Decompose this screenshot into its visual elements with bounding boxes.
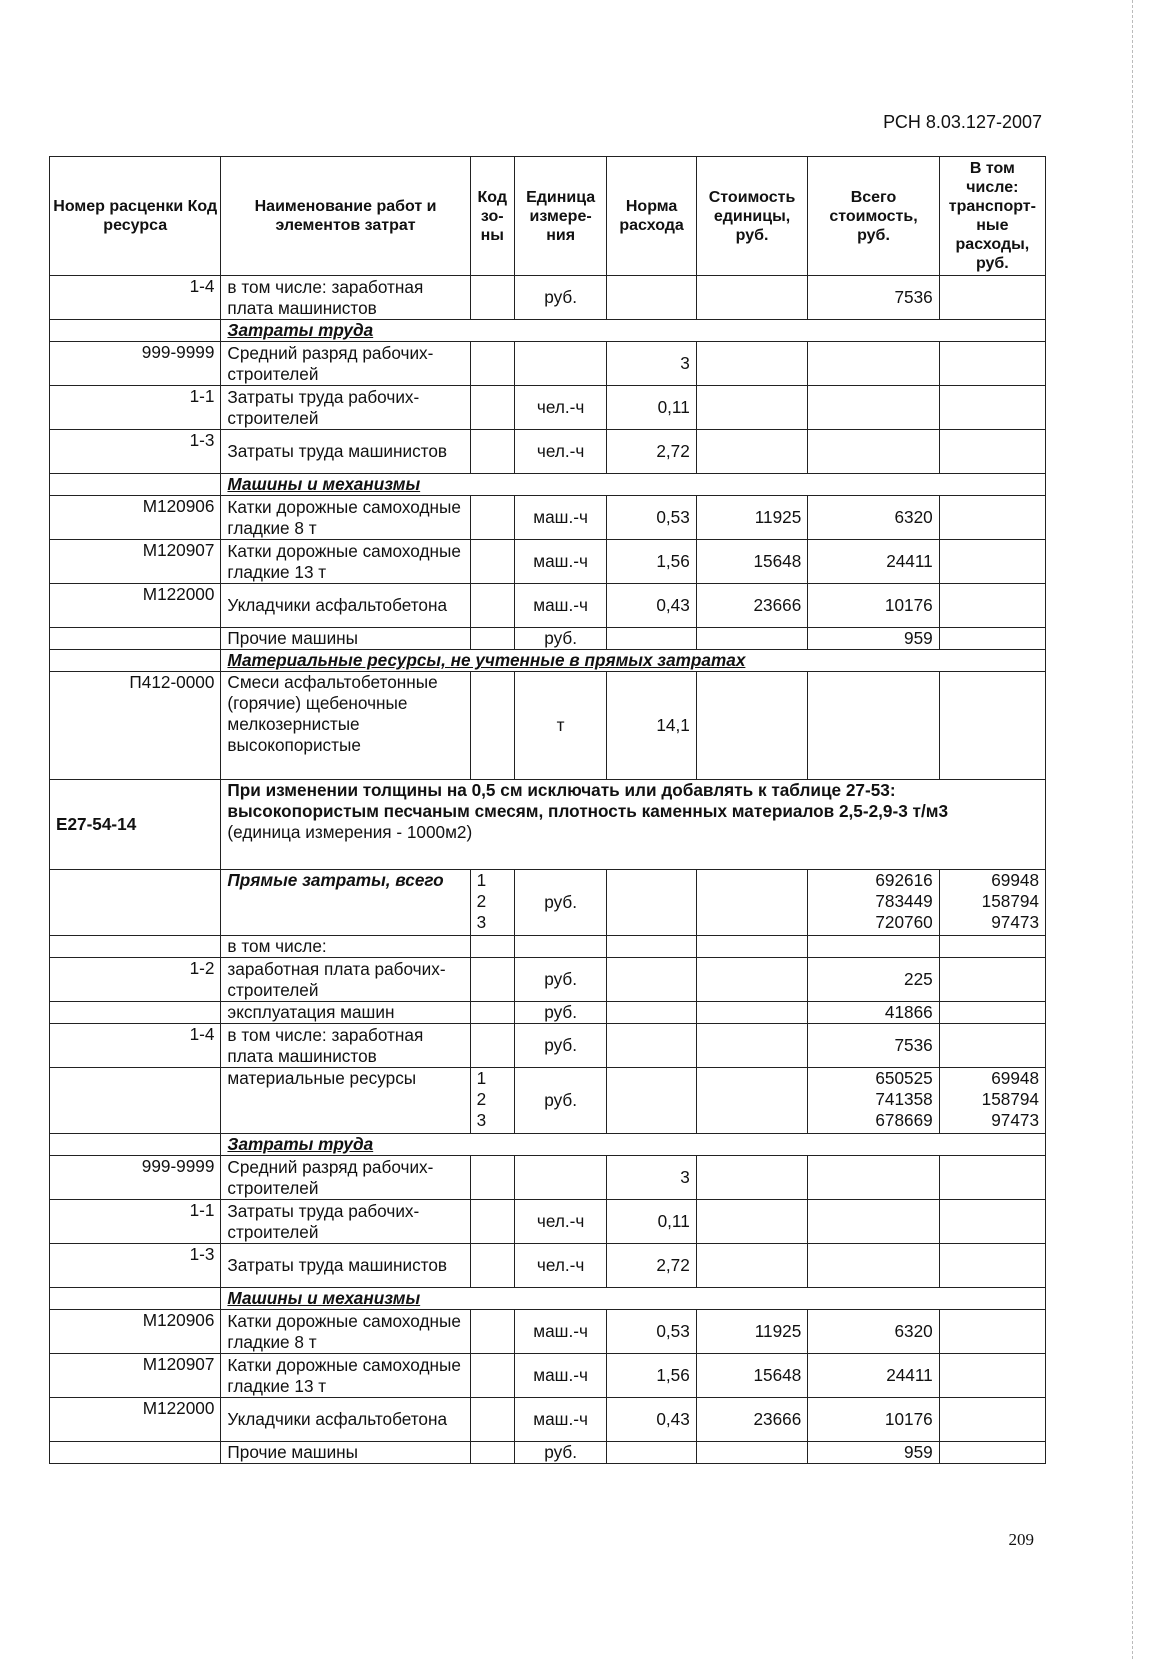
total-costs — [808, 870, 939, 936]
table-row — [50, 1068, 1046, 1134]
total-cost: 6320 — [808, 1310, 939, 1354]
unit: руб. — [514, 1442, 607, 1464]
norm: 1,56 — [607, 540, 696, 584]
total-costs — [808, 1068, 939, 1134]
page-number: 209 — [1008, 1530, 1034, 1549]
unit: маш.-ч — [514, 584, 607, 628]
table-row — [50, 1442, 1046, 1464]
resource-code: М122000 — [50, 1398, 221, 1442]
transport-cost: 97473 — [991, 1110, 1039, 1130]
norm: 2,72 — [607, 1244, 696, 1288]
item-name: Прочие машины — [221, 628, 470, 650]
margin-line — [1132, 0, 1134, 1659]
rate-title: При изменении толщины на 0,5 см исключать или добавлять к таблице 27-53: высокопористым песчаным смесям, плотность каменных материалов 2,5-2,9-3 т/м3 — [227, 780, 949, 821]
table-row — [50, 1156, 1046, 1200]
norm: 0,43 — [607, 1398, 696, 1442]
resource-code: 1-3 — [50, 1244, 221, 1288]
norm: 0,53 — [607, 1310, 696, 1354]
section-row — [50, 1134, 1046, 1156]
unit: руб. — [514, 870, 607, 936]
rate-title-row — [50, 780, 1046, 870]
zone-number: 2 — [476, 1089, 487, 1109]
unit: руб. — [514, 628, 607, 650]
section-row — [50, 650, 1046, 672]
item-name: Затраты труда машинистов — [221, 1244, 470, 1288]
unit: руб. — [514, 1068, 607, 1134]
transport-cost: 69948 — [991, 1068, 1039, 1088]
section-title: Затраты труда — [221, 320, 1046, 342]
item-name: Смеси асфальтобетонные (горячие) щебеночные мелкозернистые высокопористые — [221, 672, 470, 780]
unit: т — [514, 672, 607, 780]
unit: маш.-ч — [514, 496, 607, 540]
section-title: Машины и механизмы — [221, 1288, 1046, 1310]
table-row — [50, 386, 1046, 430]
rates-table — [49, 156, 1046, 1464]
unit: маш.-ч — [514, 540, 607, 584]
document-code: РСН 8.03.127-2007 — [883, 112, 1042, 132]
table-row — [50, 958, 1046, 1002]
table-row — [50, 1024, 1046, 1068]
item-name: в том числе: заработная плата машинистов — [221, 1024, 470, 1068]
resource-code: М120907 — [50, 1354, 221, 1398]
table-row — [50, 672, 1046, 780]
zone-number: 1 — [476, 870, 487, 890]
transport-costs — [939, 1068, 1045, 1134]
table-row — [50, 1354, 1046, 1398]
item-name: эксплуатация машин — [221, 1002, 470, 1024]
table-row — [50, 496, 1046, 540]
transport-cost: 158794 — [981, 1089, 1039, 1109]
header-unit-cost: Стоимость единицы, руб. — [696, 157, 807, 276]
table-row — [50, 1244, 1046, 1288]
table-row — [50, 584, 1046, 628]
zones — [470, 1068, 514, 1134]
item-name: Прочие машины — [221, 1442, 470, 1464]
unit-cost: 11925 — [696, 1310, 807, 1354]
item-name: материальные ресурсы — [221, 1068, 470, 1134]
rate-unit-note: (единица измерения - 1000м2) — [227, 822, 473, 842]
unit-cost: 23666 — [696, 1398, 807, 1442]
item-name: в том числе: заработная плата машинистов — [221, 276, 470, 320]
total-cost: 7536 — [808, 1024, 939, 1068]
unit-cost: 15648 — [696, 540, 807, 584]
table-row — [50, 870, 1046, 936]
header-zone: Код зо- ны — [470, 157, 514, 276]
resource-code: П412-0000 — [50, 672, 221, 780]
header-transport: В том числе: транспорт- ные расходы, руб. — [939, 157, 1045, 276]
item-name: Средний разряд рабочих-строителей — [221, 1156, 470, 1200]
total-cost: 959 — [808, 1442, 939, 1464]
section-row — [50, 1288, 1046, 1310]
table-row — [50, 1002, 1046, 1024]
item-name: Затраты труда машинистов — [221, 430, 470, 474]
unit: руб. — [514, 958, 607, 1002]
zone-number: 3 — [476, 912, 487, 932]
item-name: Катки дорожные самоходные гладкие 8 т — [221, 496, 470, 540]
unit-cost: 15648 — [696, 1354, 807, 1398]
total-cost: 720760 — [875, 912, 933, 932]
total-cost: 741358 — [875, 1089, 933, 1109]
resource-code: 1-1 — [50, 1200, 221, 1244]
item-name: Затраты труда рабочих-строителей — [221, 1200, 470, 1244]
table-row — [50, 1310, 1046, 1354]
unit: маш.-ч — [514, 1310, 607, 1354]
unit: руб. — [514, 276, 607, 320]
table-row — [50, 430, 1046, 474]
rate-code: Е27-54-14 — [50, 780, 221, 870]
section-title: Материальные ресурсы, не учтенные в прямых затратах — [221, 650, 1046, 672]
item-name: Катки дорожные самоходные гладкие 13 т — [221, 1354, 470, 1398]
total-cost: 6320 — [808, 496, 939, 540]
resource-code: М122000 — [50, 584, 221, 628]
norm: 3 — [607, 1156, 696, 1200]
section-title: Машины и механизмы — [221, 474, 1046, 496]
header-code: Номер расценки Код ресурса — [50, 157, 221, 276]
section-row — [50, 474, 1046, 496]
transport-cost: 69948 — [991, 870, 1039, 890]
total-cost: 24411 — [808, 1354, 939, 1398]
transport-costs — [939, 870, 1045, 936]
total-cost: 24411 — [808, 540, 939, 584]
unit: руб. — [514, 1024, 607, 1068]
zone-number: 2 — [476, 891, 487, 911]
unit: чел.-ч — [514, 386, 607, 430]
item-name: Прямые затраты, всего — [221, 870, 470, 936]
total-cost: 650525 — [875, 1068, 933, 1088]
norm: 2,72 — [607, 430, 696, 474]
norm: 3 — [607, 342, 696, 386]
norm: 0,53 — [607, 496, 696, 540]
table-row — [50, 936, 1046, 958]
transport-cost: 158794 — [981, 891, 1039, 911]
total-cost: 41866 — [808, 1002, 939, 1024]
resource-code: М120906 — [50, 496, 221, 540]
unit: маш.-ч — [514, 1398, 607, 1442]
table-row — [50, 540, 1046, 584]
unit-cost: 23666 — [696, 584, 807, 628]
unit: чел.-ч — [514, 430, 607, 474]
table-row — [50, 276, 1046, 320]
total-cost: 959 — [808, 628, 939, 650]
total-cost: 10176 — [808, 1398, 939, 1442]
resource-code: 1-3 — [50, 430, 221, 474]
total-cost: 692616 — [875, 870, 933, 890]
table-row — [50, 1200, 1046, 1244]
resource-code: 999-9999 — [50, 1156, 221, 1200]
total-cost: 678669 — [875, 1110, 933, 1130]
total-cost: 7536 — [808, 276, 939, 320]
table-row — [50, 342, 1046, 386]
total-cost: 10176 — [808, 584, 939, 628]
item-name: Укладчики асфальтобетона — [221, 1398, 470, 1442]
unit: чел.-ч — [514, 1244, 607, 1288]
norm: 14,1 — [607, 672, 696, 780]
item-name: заработная плата рабочих-строителей — [221, 958, 470, 1002]
item-name: Укладчики асфальтобетона — [221, 584, 470, 628]
section-title: Затраты труда — [221, 1134, 1046, 1156]
total-cost: 225 — [808, 958, 939, 1002]
header-unit: Единица измере- ния — [514, 157, 607, 276]
unit: руб. — [514, 1002, 607, 1024]
zones — [470, 870, 514, 936]
resource-code: 999-9999 — [50, 342, 221, 386]
zone-number: 3 — [476, 1110, 487, 1130]
resource-code: 1-1 — [50, 386, 221, 430]
item-name: Затраты труда рабочих-строителей — [221, 386, 470, 430]
norm: 1,56 — [607, 1354, 696, 1398]
unit: чел.-ч — [514, 1200, 607, 1244]
header-row — [50, 157, 1046, 276]
rate-title-cell — [221, 780, 1046, 870]
header-norm: Норма расхода — [607, 157, 696, 276]
resource-code: М120906 — [50, 1310, 221, 1354]
item-name: Средний разряд рабочих-строителей — [221, 342, 470, 386]
item-name: Катки дорожные самоходные гладкие 8 т — [221, 1310, 470, 1354]
norm: 0,11 — [607, 1200, 696, 1244]
unit: маш.-ч — [514, 1354, 607, 1398]
section-row — [50, 320, 1046, 342]
resource-code: 1-2 — [50, 958, 221, 1002]
header-total: Всего стоимость, руб. — [808, 157, 939, 276]
zone-number: 1 — [476, 1068, 487, 1088]
total-cost: 783449 — [875, 891, 933, 911]
transport-cost: 97473 — [991, 912, 1039, 932]
table-row — [50, 628, 1046, 650]
unit-cost: 11925 — [696, 496, 807, 540]
resource-code: М120907 — [50, 540, 221, 584]
norm: 0,11 — [607, 386, 696, 430]
resource-code: 1-4 — [50, 1024, 221, 1068]
table-row — [50, 1398, 1046, 1442]
item-name: в том числе: — [221, 936, 470, 958]
norm: 0,43 — [607, 584, 696, 628]
header-name: Наименование работ и элементов затрат — [221, 157, 470, 276]
item-name: Катки дорожные самоходные гладкие 13 т — [221, 540, 470, 584]
resource-code: 1-4 — [50, 276, 221, 320]
